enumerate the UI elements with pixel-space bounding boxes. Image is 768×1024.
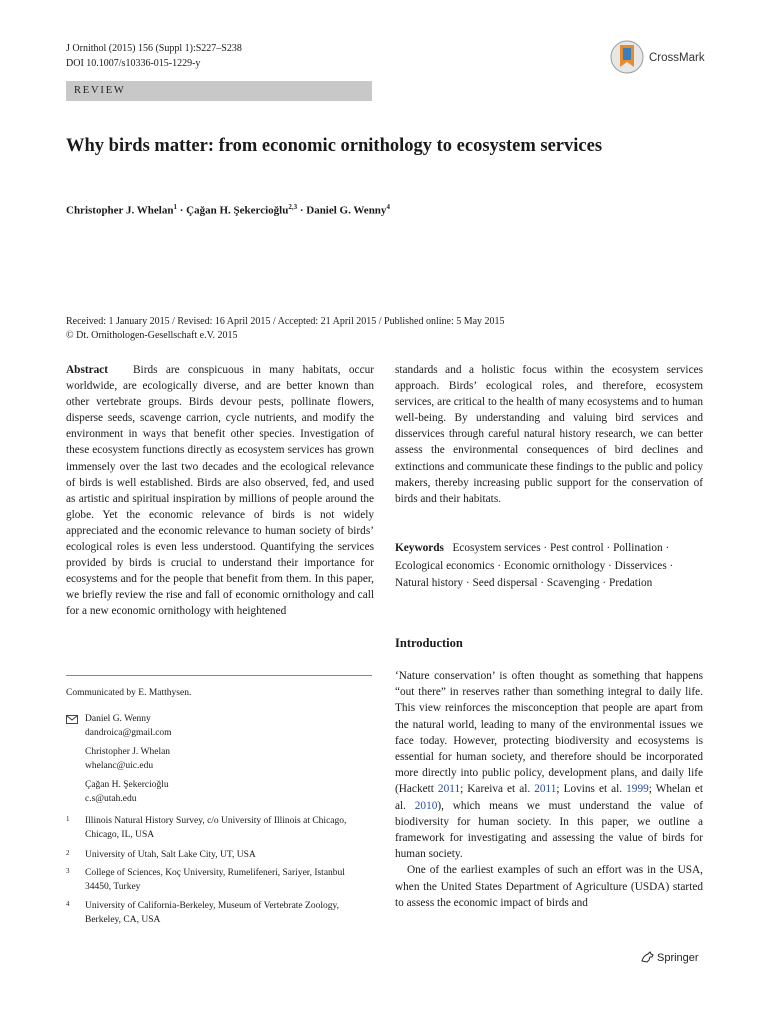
affiliation-number: 1 — [66, 815, 70, 823]
affiliation — [66, 849, 372, 863]
contact-name: Çağan H. Şekercioğlu — [85, 780, 169, 790]
intro-text: ‘Nature conservation’ is often thought as something that happens “out there” in reserves rather than something integral to daily life. This view reinforces the misconception that people are apart from the natural world, leading to many of the environmental issues we face today. However, protecting biodiversity and ecosystems is essential for human society, and therefore should be incorporated more directly into public policy, development plans, and daily life (Hackett — [395, 670, 703, 796]
intro-text: ; Lovins et al. — [556, 783, 627, 796]
keyword: Disservices — [614, 559, 667, 572]
citation-link[interactable]: 2011 — [437, 783, 461, 796]
crossmark-icon — [610, 38, 644, 76]
keyword: Scavenging — [546, 577, 600, 589]
abstract-text-left: Birds are conspicuous in many habitats, occur worldwide, are ecologically diverse, and are better known than other vertebrate groups. Birds devour pests, pollinate flowers, disperse seeds, scavenge carrion, cycle nutrients, and modify the environment in ways that benefit other species. Investigation of these ecosystem functions directly as ecosystem services has grown immensely over the last two decades and the ecological relevance of birds is well established. Birds are also observed, fed, and used as artistic and spiritual inspiration by millions of people around the globe. Yet the economic relevance of birds is not widely appreciated and the economic relevance to human society of birds’ ecological roles is even less understood. Quantifying the services provided by birds is crucial to understand their importance for ecosystems and for the people that benefit from them. In this paper, we briefly review the rise and fall of economic ornithology and call for a new economic ornithology with heightened — [66, 364, 374, 618]
keyword-sep: · — [666, 559, 674, 572]
contact-list — [66, 713, 372, 812]
keyword: Pest control — [550, 542, 604, 554]
contact-email[interactable]: whelanc@uic.edu — [85, 760, 154, 771]
envelope-icon — [66, 715, 78, 724]
keyword-sep: · — [605, 559, 615, 572]
affiliation — [66, 867, 372, 894]
affiliation — [66, 815, 372, 842]
contact-entry — [85, 746, 372, 773]
author-name[interactable]: Daniel G. Wenny — [306, 204, 387, 217]
section-label: REVIEW — [74, 85, 126, 96]
crossmark-badge[interactable] — [610, 38, 710, 78]
keyword: Ecological economics — [395, 559, 495, 572]
journal-citation: J Ornithol (2015) 156 (Suppl 1):S227–S238 — [66, 43, 242, 54]
keywords-label: Keywords — [395, 542, 444, 554]
contact-entry — [85, 779, 372, 806]
contact-name: Christopher J. Whelan — [85, 747, 171, 757]
publication-history — [66, 315, 706, 343]
intro-text: ; Kareiva et al. — [460, 783, 535, 796]
doi[interactable]: DOI 10.1007/s10336-015-1229-y — [66, 58, 201, 69]
keyword: Economic ornithology — [503, 559, 606, 572]
keyword-sep: · — [662, 542, 670, 554]
keywords — [395, 540, 705, 593]
affiliation-number: 4 — [66, 900, 70, 908]
keyword-sep: · — [494, 559, 504, 572]
introduction-body — [395, 668, 703, 911]
springer-horse-icon — [640, 951, 654, 963]
author-separator: · — [297, 204, 307, 217]
communicated-by: Communicated by E. Matthysen. — [66, 688, 192, 698]
keyword: Natural history — [395, 577, 464, 589]
affiliation-text: Illinois Natural History Survey, c/o University of Illinois at Chicago, Chicago, IL, USA — [85, 816, 347, 840]
footnote-divider — [66, 675, 372, 676]
publisher-name: Springer — [657, 952, 699, 964]
keyword-sep: · — [540, 542, 551, 554]
affiliation-text: College of Sciences, Koç University, Rumelifeneri, Sariyer, Istanbul 34450, Turkey — [85, 868, 345, 892]
author-affil-ref: 1 — [173, 203, 177, 211]
keyword-sep: · — [537, 577, 547, 589]
contact-email[interactable]: dandroica@gmail.com — [85, 727, 172, 738]
abstract-left — [66, 362, 374, 620]
intro-paragraph: One of the earliest examples of such an effort was in the USA, when the United States Department of Agriculture (USDA) started to assess the economic impact of birds and — [395, 864, 703, 909]
intro-text: ), which means we must understand the value of biodiversity for human society. In this paper, we outline a framework for investigating and assessing the value of birds for human society. — [395, 799, 703, 861]
contact-name: Daniel G. Wenny — [85, 714, 151, 724]
author-name[interactable]: Çağan H. Şekercioğlu — [186, 204, 289, 217]
keyword: Predation — [609, 577, 653, 589]
affiliation-number: 2 — [66, 849, 70, 857]
copyright: © Dt. Ornithologen-Gesellschaft e.V. 2015 — [66, 330, 238, 341]
journal-header — [66, 41, 242, 71]
author-affil-ref: 4 — [386, 203, 390, 211]
intro-text: ; Whelan et al. — [395, 783, 703, 812]
intro-paragraph — [395, 668, 703, 862]
keyword: Pollination — [613, 542, 663, 554]
keyword: Seed dispersal — [472, 577, 538, 589]
author-separator: · — [176, 204, 187, 217]
keyword: Ecosystem services — [452, 542, 541, 554]
citation-link[interactable]: 2010 — [414, 799, 438, 812]
crossmark-label: CrossMark — [649, 52, 705, 64]
citation-link[interactable]: 1999 — [626, 783, 649, 796]
author-affil-ref: 2,3 — [288, 203, 298, 211]
received-dates: Received: 1 January 2015 / Revised: 16 April 2015 / Accepted: 21 April 2015 / Published online: 5 May 2015 — [66, 316, 505, 327]
affiliation — [66, 900, 372, 927]
section-band — [66, 81, 372, 101]
affiliation-text: University of California-Berkeley, Museum of Vertebrate Zoology, Berkeley, CA, USA — [85, 901, 339, 925]
author-name[interactable]: Christopher J. Whelan — [66, 204, 174, 217]
abstract-right: standards and a holistic focus within the ecosystem services approach. Birds’ ecological roles, and therefore, ecosystem services, are critical to the health of many ecosystems and to human well-being. By understanding and valuing bird services and disservices through careful natural history research, we can better assess the environmental consequences of bird declines and extinctions and communicate these findings to the public and policy makers, thereby increasing public support for the conservation of birds and their habitats. — [395, 364, 703, 505]
affiliation-text: University of Utah, Salt Lake City, UT, USA — [85, 850, 256, 860]
author-list — [66, 203, 706, 217]
keyword-sep: · — [603, 542, 614, 554]
affiliation-number: 3 — [66, 867, 70, 875]
article-title: Why birds matter: from economic ornithology to ecosystem services — [66, 136, 603, 156]
keyword-sep: · — [599, 577, 610, 589]
abstract-label: Abstract — [66, 364, 109, 376]
publisher-logo — [640, 951, 699, 964]
contact-email[interactable]: c.s@utah.edu — [85, 793, 137, 804]
citation-link[interactable]: 2011 — [534, 783, 557, 796]
introduction-heading: Introduction — [395, 636, 463, 650]
contact-entry — [85, 713, 372, 740]
keyword-sep: · — [463, 577, 473, 589]
